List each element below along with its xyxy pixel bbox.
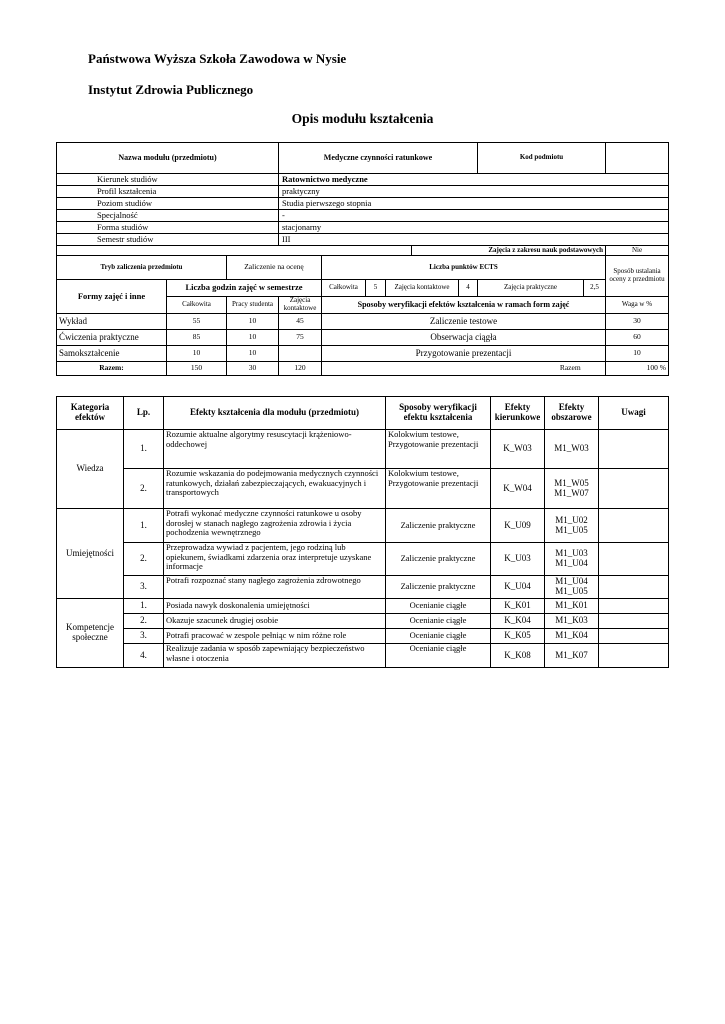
form-row-practical-student: 10 — [227, 330, 279, 346]
info-label-semester: Semestr studiów — [57, 234, 279, 246]
effect-notes — [599, 430, 669, 469]
ects-total-value: 5 — [366, 280, 386, 297]
learning-effects-table — [56, 396, 669, 668]
effect-field: K_U03 — [491, 543, 545, 576]
effect-verification: Zaliczenie praktyczne — [386, 576, 491, 599]
document-title: Opis modułu kształcenia — [291, 111, 434, 126]
effect-text: Potrafi rozpoznać stany nagłego zagrożenia zdrowotnego — [164, 576, 386, 599]
sum-label: Razem: — [57, 362, 167, 376]
effect-field: K_K05 — [491, 629, 545, 644]
module-code-value — [606, 143, 669, 174]
sum-weight: 100 % — [606, 362, 669, 376]
verification-methods-label: Sposoby weryfikacji efektów kształcenia w ramach form zajęć — [322, 297, 606, 314]
form-row-self-student: 10 — [227, 346, 279, 362]
effect-field: K_K04 — [491, 614, 545, 629]
info-value-field: Ratownictwo medyczne — [279, 174, 669, 186]
effect-area: M1_U02 M1_U05 — [545, 509, 599, 543]
module-info-table — [56, 142, 669, 376]
form-row-lecture-total: 55 — [167, 314, 227, 330]
effect-verification: Ocenianie ciągłe — [386, 614, 491, 629]
effect-lp: 3. — [124, 629, 164, 644]
info-label-profile: Profil kształcenia — [57, 186, 279, 198]
effect-notes — [599, 629, 669, 644]
info-value-semester: III — [279, 234, 669, 246]
info-label-field: Kierunek studiów — [57, 174, 279, 186]
basic-sciences-value: Nie — [606, 246, 669, 256]
form-row-practical-method: Obserwacja ciągła — [322, 330, 606, 346]
ects-contact-label: Zajęcia kontaktowe — [386, 280, 459, 297]
effect-lp: 2. — [124, 469, 164, 509]
category-social: Kompetencje społeczne — [57, 599, 124, 668]
form-row-self-contact — [279, 346, 322, 362]
info-label-level: Poziom studiów — [57, 198, 279, 210]
effect-area: M1_U04 M1_U05 — [545, 576, 599, 599]
form-row-lecture-weight: 30 — [606, 314, 669, 330]
effect-field: K_W03 — [491, 430, 545, 469]
col-header-verification: Sposoby weryfikacji efektu kształcenia — [386, 397, 491, 430]
assessment-mode-value: Zaliczenie na ocenę — [227, 256, 322, 280]
sum-student: 30 — [227, 362, 279, 376]
sum-contact: 120 — [279, 362, 322, 376]
form-row-lecture-name: Wykład — [57, 314, 167, 330]
effect-lp: 1. — [124, 430, 164, 469]
assessment-mode-label: Tryb zaliczenia przedmiotu — [57, 256, 227, 280]
effect-lp: 2. — [124, 543, 164, 576]
effect-notes — [599, 576, 669, 599]
effect-notes — [599, 599, 669, 614]
effect-verification: Ocenianie ciągłe — [386, 644, 491, 668]
ects-practical-label: Zajęcia praktyczne — [478, 280, 584, 297]
form-row-practical-name: Ćwiczenia praktyczne — [57, 330, 167, 346]
effect-text: Okazuje szacunek drugiej osobie — [164, 614, 386, 629]
weight-label: Waga w % — [606, 297, 669, 314]
col-header-lp: Lp. — [124, 397, 164, 430]
col-header-notes: Uwagi — [599, 397, 669, 430]
effect-text: Przeprowadza wywiad z pacjentem, jego rodziną lub opiekunem, świadkami zdarzenia oraz interpretuje uzyskane informacje — [164, 543, 386, 576]
effect-field: K_U09 — [491, 509, 545, 543]
effect-lp: 1. — [124, 599, 164, 614]
effect-field: K_K01 — [491, 599, 545, 614]
effect-field: K_K08 — [491, 644, 545, 668]
effect-notes — [599, 614, 669, 629]
info-value-specialty: - — [279, 210, 669, 222]
effect-area: M1_U03 M1_U04 — [545, 543, 599, 576]
effect-lp: 1. — [124, 509, 164, 543]
effect-verification: Zaliczenie praktyczne — [386, 509, 491, 543]
basic-sciences-label: Zajęcia z zakresu nauk podstawowych — [412, 246, 606, 256]
grade-method-label: Sposób ustalania oceny z przedmiotu — [606, 256, 669, 297]
effect-area: M1_W05 M1_W07 — [545, 469, 599, 509]
effect-area: M1_K03 — [545, 614, 599, 629]
sum-total: 150 — [167, 362, 227, 376]
form-row-self-method: Przygotowanie prezentacji — [322, 346, 606, 362]
form-row-self-name: Samokształcenie — [57, 346, 167, 362]
effect-area: M1_W03 — [545, 430, 599, 469]
effect-verification: Kolokwium testowe, Przygotowanie prezentacji — [386, 469, 491, 509]
forms-label: Formy zajęć i inne — [57, 280, 167, 314]
effect-verification: Kolokwium testowe, Przygotowanie prezentacji — [386, 430, 491, 469]
ects-practical-value: 2,5 — [584, 280, 606, 297]
module-name-value: Medyczne czynności ratunkowe — [279, 143, 478, 174]
effect-area: M1_K07 — [545, 644, 599, 668]
hours-label: Liczba godzin zajęć w semestrze — [167, 280, 322, 297]
form-row-practical-weight: 60 — [606, 330, 669, 346]
effect-notes — [599, 644, 669, 668]
sum-label-2: Razem — [536, 362, 606, 376]
effect-notes — [599, 543, 669, 576]
form-row-practical-total: 85 — [167, 330, 227, 346]
effect-notes — [599, 509, 669, 543]
info-label-form: Forma studiów — [57, 222, 279, 234]
effect-lp: 2. — [124, 614, 164, 629]
info-value-profile: praktyczny — [279, 186, 669, 198]
effect-verification: Zaliczenie praktyczne — [386, 543, 491, 576]
effect-lp: 4. — [124, 644, 164, 668]
effect-text: Rozumie aktualne algorytmy resuscytacji krążeniowo-oddechowej — [164, 430, 386, 469]
col-header-area: Efekty obszarowe — [545, 397, 599, 430]
form-row-lecture-contact: 45 — [279, 314, 322, 330]
form-row-practical-contact: 75 — [279, 330, 322, 346]
info-label-specialty: Specjalność — [57, 210, 279, 222]
institute-name: Instytut Zdrowia Publicznego — [88, 82, 254, 97]
effect-notes — [599, 469, 669, 509]
category-knowledge: Wiedza — [57, 430, 124, 509]
form-row-lecture-student: 10 — [227, 314, 279, 330]
effect-verification: Ocenianie ciągłe — [386, 599, 491, 614]
form-row-self-total: 10 — [167, 346, 227, 362]
ects-contact-value: 4 — [459, 280, 478, 297]
col-contact-label: Zajęcia kontaktowe — [279, 297, 322, 314]
module-name-label: Nazwa modułu (przedmiotu) — [57, 143, 279, 174]
form-row-self-weight: 10 — [606, 346, 669, 362]
effect-text: Posiada nawyk doskonalenia umiejętności — [164, 599, 386, 614]
col-student-label: Pracy studenta — [227, 297, 279, 314]
effect-text: Potrafi wykonać medyczne czynności ratunkowe u osoby dorosłej w stanach nagłego zagrożenia zdrowia i życia pochodzenia wewnętrznego — [164, 509, 386, 543]
school-name: Państwowa Wyższa Szkoła Zawodowa w Nysie — [88, 51, 347, 66]
effect-area: M1_K04 — [545, 629, 599, 644]
info-value-level: Studia pierwszego stopnia — [279, 198, 669, 210]
col-header-category: Kategoria efektów — [57, 397, 124, 430]
effect-area: M1_K01 — [545, 599, 599, 614]
effect-text: Realizuje zadania w sposób zapewniający bezpieczeństwo własne i otoczenia — [164, 644, 386, 668]
category-skills: Umiejętności — [57, 509, 124, 599]
col-total-label: Całkowita — [167, 297, 227, 314]
col-header-effects: Efekty kształcenia dla modułu (przedmiotu) — [164, 397, 386, 430]
effect-verification: Ocenianie ciągłe — [386, 629, 491, 644]
effect-field: K_U04 — [491, 576, 545, 599]
effect-text: Potrafi pracować w zespole pełniąc w nim różne role — [164, 629, 386, 644]
ects-total-label: Całkowita — [322, 280, 366, 297]
effect-text: Rozumie wskazania do podejmowania medycznych czynności ratunkowych, działań zabezpieczających, ewakuacyjnych i transportowych — [164, 469, 386, 509]
module-code-label: Kod podmiotu — [478, 143, 606, 174]
effect-field: K_W04 — [491, 469, 545, 509]
info-value-form: stacjonarny — [279, 222, 669, 234]
effect-lp: 3. — [124, 576, 164, 599]
form-row-lecture-method: Zaliczenie testowe — [322, 314, 606, 330]
col-header-field: Efekty kierunkowe — [491, 397, 545, 430]
ects-label: Liczba punktów ECTS — [322, 256, 606, 280]
